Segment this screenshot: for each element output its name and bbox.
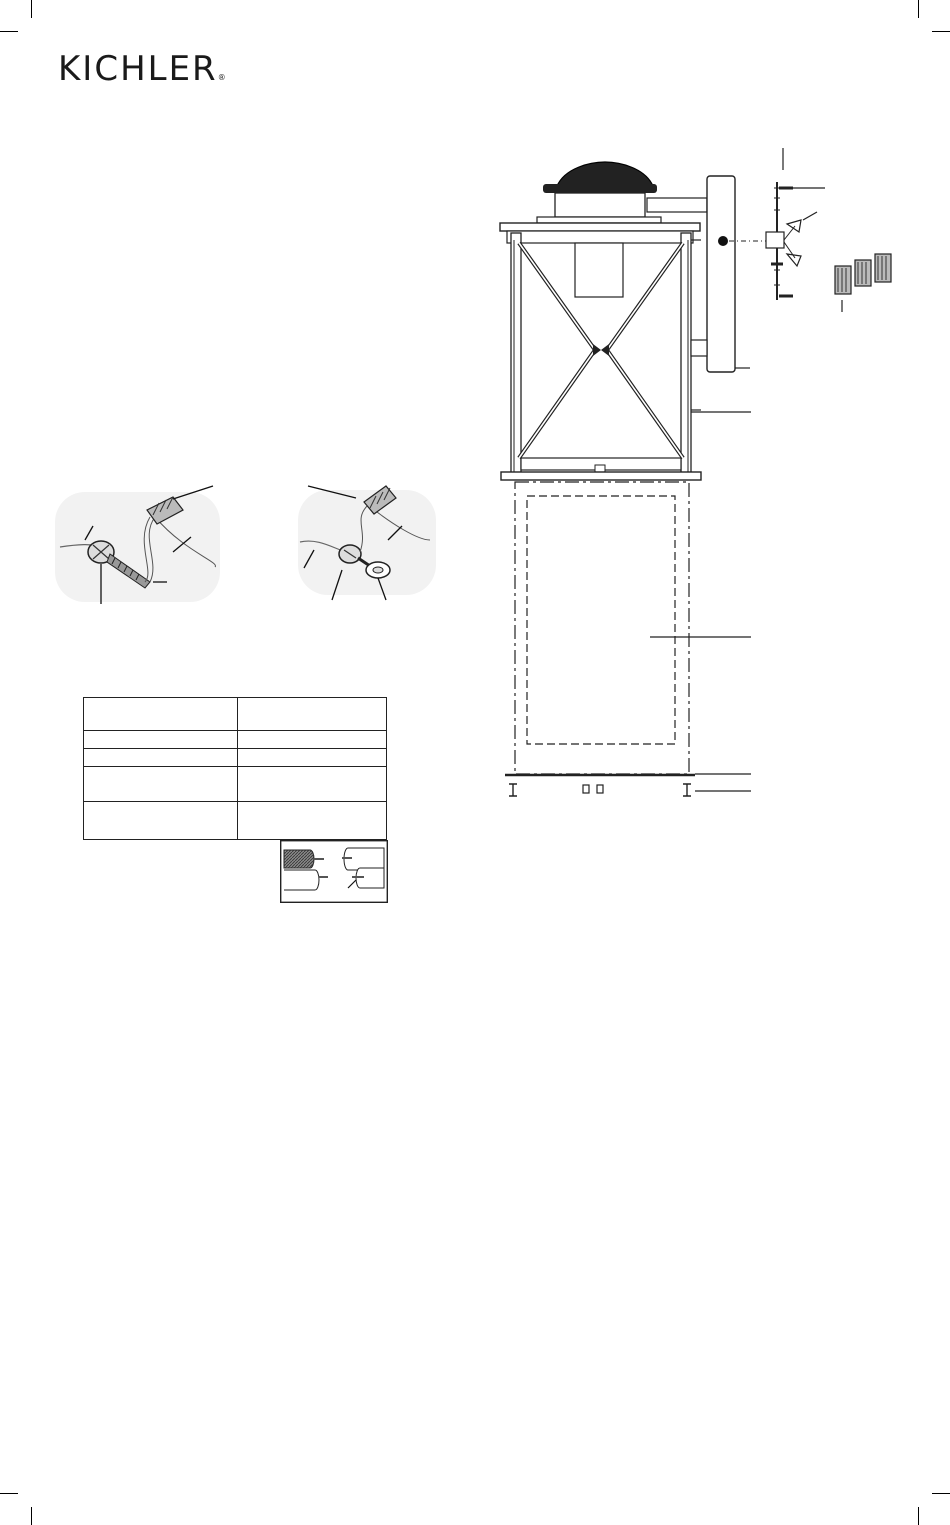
cable-type-icon [280,840,388,903]
brand-name: KICHLER [58,49,218,89]
table-cell [238,731,387,749]
brand-logo [58,49,226,89]
crop-mark-bottom-right-h [932,1493,950,1494]
table-cell [84,767,238,802]
table-cell [84,731,238,749]
crop-mark-top-left-v [31,0,32,18]
crop-mark-top-right-v [918,0,919,18]
ground-screw-with-washer-icon [298,480,438,605]
table-cell [238,698,387,731]
crop-mark-top-left-h [0,31,18,32]
crop-mark-bottom-right-v [918,1507,919,1525]
table-cell [238,767,387,802]
table-cell [238,802,387,840]
crop-mark-bottom-left-h [0,1493,18,1494]
crop-mark-top-right-h [932,31,950,32]
table-cell [84,698,238,731]
registered-mark: ® [217,73,226,82]
table-cell [84,802,238,840]
wiring-table [83,697,387,840]
crop-mark-bottom-left-v [31,1507,32,1525]
table-cell [84,749,238,767]
ground-screw-icon [55,482,225,607]
table-cell [238,749,387,767]
lantern-fixture-icon [495,140,925,820]
